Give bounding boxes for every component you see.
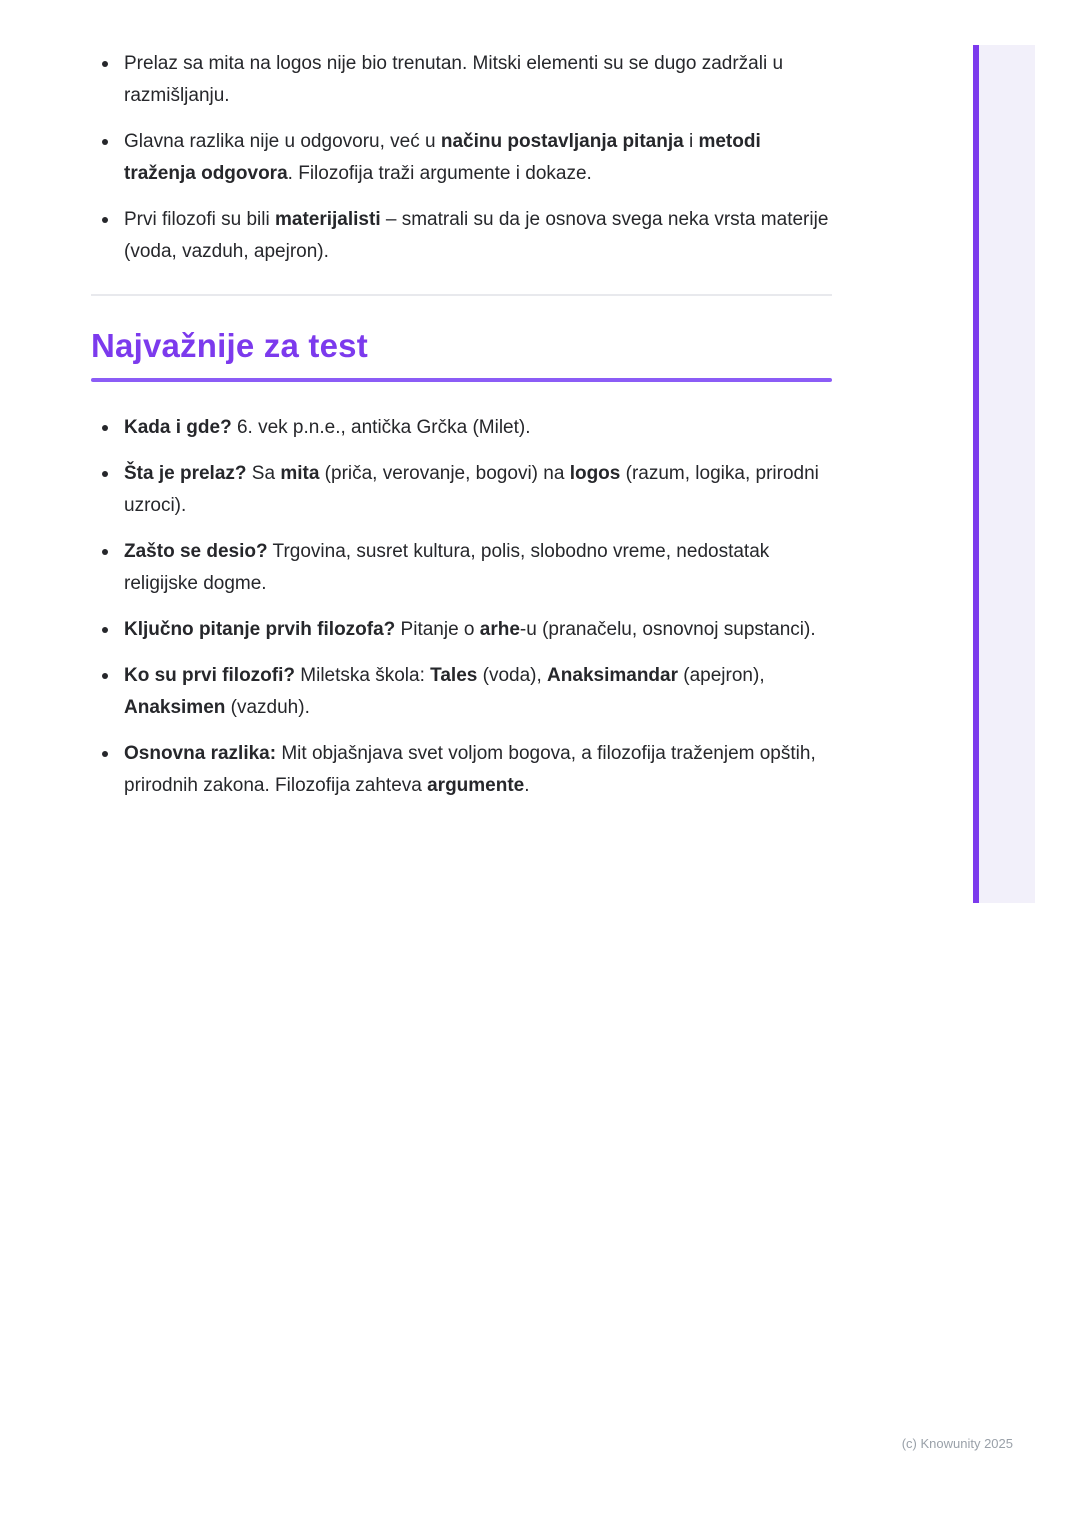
text-segment: načinu postavljanja pitanja bbox=[440, 131, 684, 152]
bullet-item bbox=[124, 48, 832, 112]
bullet-item bbox=[124, 614, 832, 646]
bullet-item bbox=[124, 412, 832, 444]
bullet-item bbox=[124, 126, 832, 190]
text-segment: arhe bbox=[479, 619, 520, 640]
text-segment: -u (pranačelu, osnovnoj supstanci). bbox=[519, 619, 816, 640]
text-segment: Zašto se desio? bbox=[124, 541, 268, 562]
text-segment: materijalisti bbox=[275, 209, 381, 230]
text-segment: i bbox=[683, 131, 699, 152]
text-segment: (voda), bbox=[477, 665, 548, 686]
section-title: Najvažnije za test bbox=[91, 327, 368, 364]
text-segment: Sa bbox=[246, 463, 281, 484]
footer-copyright: (c) Knowunity 2025 bbox=[901, 1436, 1013, 1451]
text-segment: Trgovina, susret kultura, polis, slobodno vreme, nedostatak religijske dogme. bbox=[124, 541, 770, 594]
text-segment: Anaksimen bbox=[124, 697, 226, 718]
bullet-item bbox=[124, 204, 832, 268]
text-segment: Ko su prvi filozofi? bbox=[124, 665, 295, 686]
text-segment: Osnovna razlika: bbox=[124, 743, 277, 764]
text-segment: Prelaz sa mita na logos nije bio trenutan. Mitski elementi su se dugo zadržali u razmišljanju. bbox=[124, 53, 784, 106]
margin-panel bbox=[979, 45, 1035, 903]
text-segment: mita bbox=[280, 463, 320, 484]
text-segment: Miletska škola: bbox=[295, 665, 431, 686]
text-segment: argumente bbox=[427, 775, 525, 796]
section-divider bbox=[91, 294, 832, 296]
title-underline bbox=[91, 378, 832, 382]
text-segment: . Filozofija traži argumente i dokaze. bbox=[287, 163, 592, 184]
text-segment: (vazduh). bbox=[225, 697, 310, 718]
text-segment: (razum, logika, prirodni uzroci). bbox=[124, 463, 819, 516]
content-column bbox=[91, 48, 832, 816]
text-segment: Anaksimandar bbox=[547, 665, 678, 686]
bullet-item bbox=[124, 660, 832, 724]
text-segment: (priča, verovanje, bogovi) na bbox=[319, 463, 570, 484]
text-segment: Tales bbox=[430, 665, 478, 686]
bullet-item bbox=[124, 738, 832, 802]
text-segment: Glavna razlika nije u odgovoru, već u bbox=[124, 131, 441, 152]
bullet-item bbox=[124, 458, 832, 522]
intro-bullet-list bbox=[91, 48, 832, 268]
text-segment: Mit objašnjava svet voljom bogova, a filozofija traženjem opštih, prirodnih zakona. Filozofija zahteva bbox=[124, 743, 816, 796]
text-segment: 6. vek p.n.e., antička Grčka (Milet). bbox=[231, 417, 531, 438]
text-segment: . bbox=[524, 775, 530, 796]
text-segment: Prvi filozofi su bili bbox=[124, 209, 275, 230]
text-segment: Šta je prelaz? bbox=[124, 463, 247, 484]
text-segment: – smatrali su da je osnova svega neka vrsta materije (voda, vazduh, apejron). bbox=[124, 209, 829, 262]
text-segment: metodi traženja odgovora bbox=[124, 131, 761, 184]
text-segment: Pitanje o bbox=[395, 619, 480, 640]
right-margin-decoration bbox=[973, 45, 1035, 903]
test-bullet-list bbox=[91, 412, 832, 802]
text-segment: Ključno pitanje prvih filozofa? bbox=[124, 619, 396, 640]
text-segment: logos bbox=[569, 463, 621, 484]
text-segment: (apejron), bbox=[678, 665, 765, 686]
text-segment: Kada i gde? bbox=[124, 417, 232, 438]
bullet-item bbox=[124, 536, 832, 600]
